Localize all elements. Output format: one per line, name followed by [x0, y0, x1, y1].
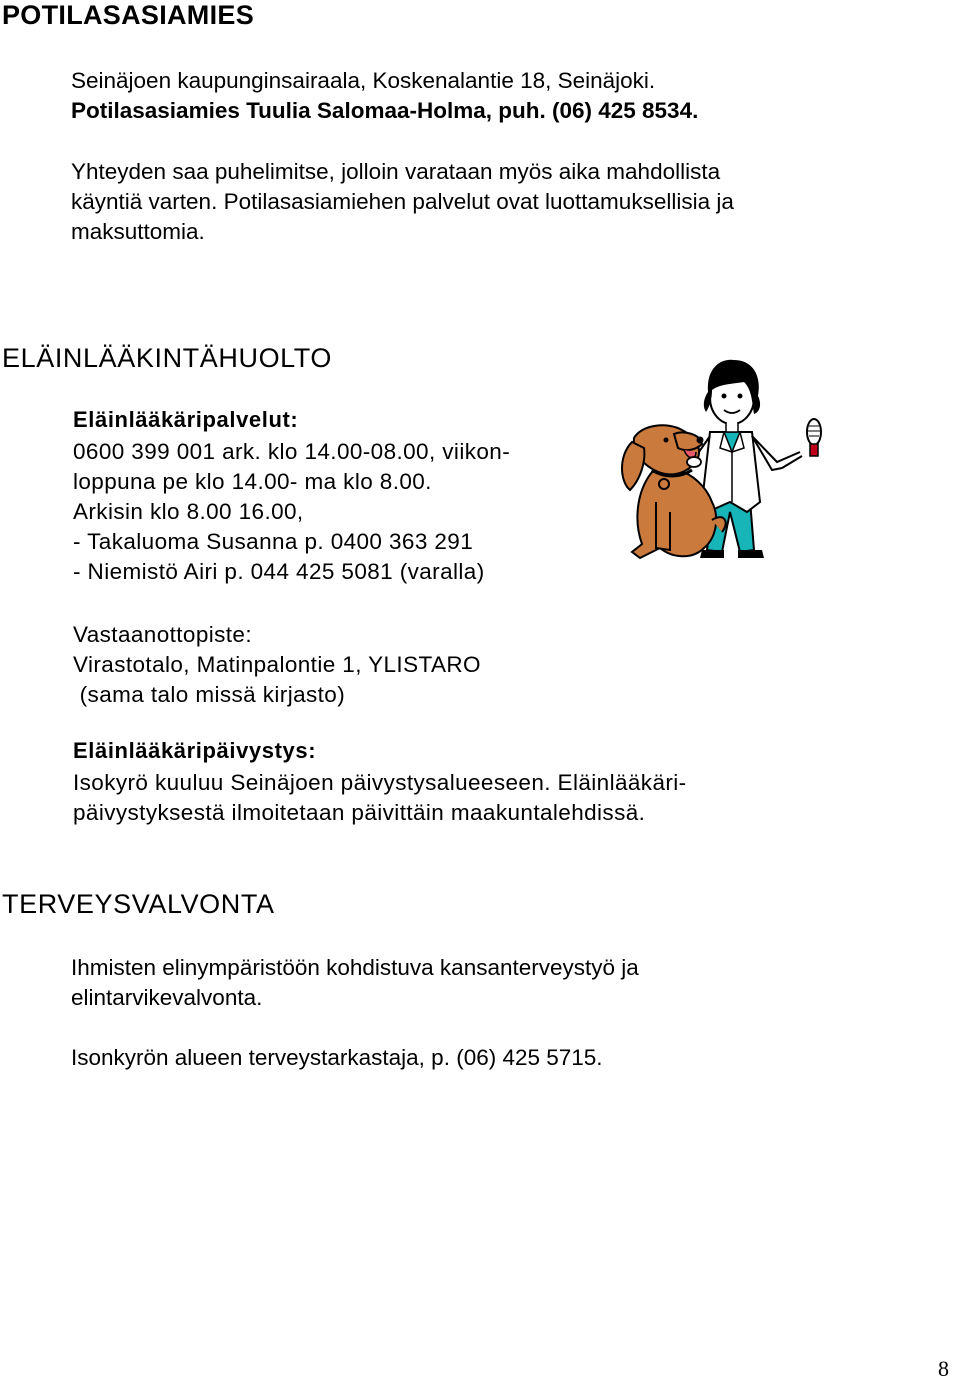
section-heading-elainlaakintahuolto: ELÄINLÄÄKINTÄHUOLTO — [2, 343, 332, 373]
info-line: maksuttomia. — [71, 219, 205, 244]
info-line: käyntiä varten. Potilasasiamiehen palvelut ovat luottamuksellisia ja — [71, 189, 734, 214]
services-block — [73, 437, 510, 587]
address-line: Seinäjoen kaupunginsairaala, Koskenalantie 18, Seinäjoki. — [71, 68, 656, 93]
potilasasiamies-address-block — [71, 66, 698, 126]
page-number: 8 — [938, 1356, 949, 1381]
services-line: loppuna pe klo 14.00- ma klo 8.00. — [73, 469, 432, 494]
services-line: 0600 399 001 ark. klo 14.00-08.00, viikon- — [73, 439, 511, 464]
reception-line: Vastaanottopiste: — [73, 622, 252, 647]
section-heading-potilasasiamies: POTILASASIAMIES — [2, 0, 255, 30]
duty-line: päivystyksestä ilmoitetaan päivittäin maakuntalehdissä. — [73, 800, 646, 825]
services-line: - Takaluoma Susanna p. 0400 363 291 — [73, 529, 474, 554]
terveysvalvonta-desc-block — [71, 953, 639, 1013]
services-line: - Niemistö Airi p. 044 425 5081 (varalla) — [73, 559, 485, 584]
desc-line: Ihmisten elinympäristöön kohdistuva kansanterveystyö ja — [71, 955, 639, 980]
contact-line: Isonkyrön alueen terveystarkastaja, p. (06) 425 5715. — [71, 1045, 603, 1070]
reception-line: Virastotalo, Matinpalontie 1, YLISTARO — [73, 652, 481, 677]
desc-line: elintarvikevalvonta. — [71, 985, 263, 1010]
veterinarian-with-dog-icon — [612, 352, 834, 568]
services-title: Eläinlääkäripalvelut: — [73, 407, 299, 432]
duty-block — [73, 768, 687, 828]
info-line: Yhteyden saa puhelimitse, jolloin varataan myös aika mahdollista — [71, 159, 721, 184]
duty-line: Isokyrö kuuluu Seinäjoen päivystysalueeseen. Eläinlääkäri- — [73, 770, 687, 795]
reception-block — [73, 620, 481, 710]
reception-line: (sama talo missä kirjasto) — [73, 682, 346, 707]
duty-title: Eläinlääkäripäivystys: — [73, 738, 317, 763]
services-line: Arkisin klo 8.00 16.00, — [73, 499, 304, 524]
contact-line: Potilasasiamies Tuulia Salomaa-Holma, puh. (06) 425 8534. — [71, 98, 699, 123]
potilasasiamies-info-block — [71, 157, 734, 247]
terveysvalvonta-contact — [71, 1043, 603, 1073]
section-heading-terveysvalvonta: TERVEYSVALVONTA — [2, 889, 275, 919]
